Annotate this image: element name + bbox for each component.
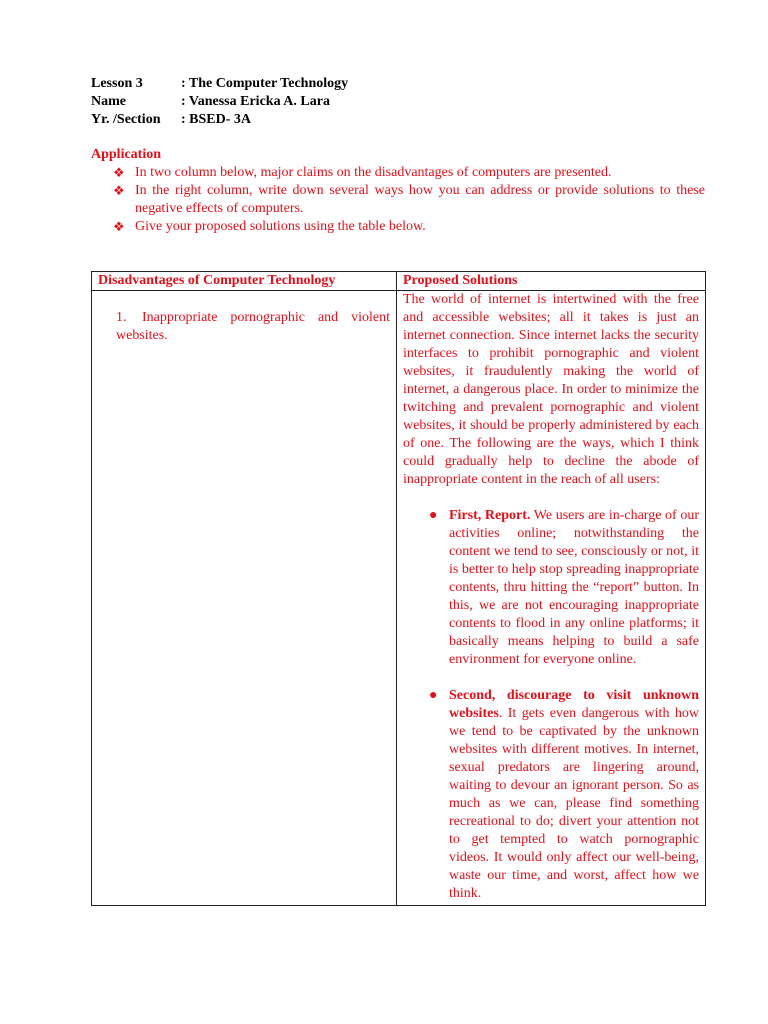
solutions-table bbox=[91, 271, 706, 906]
instruction-text: Give your proposed solutions using the table below. bbox=[135, 219, 426, 234]
disadvantages-column-header: Disadvantages of Computer Technology bbox=[92, 272, 397, 291]
name-row bbox=[91, 93, 348, 111]
solution-bullet bbox=[429, 687, 699, 903]
instruction-list bbox=[113, 164, 705, 236]
name-value: : Vanessa Ericka A. Lara bbox=[181, 94, 330, 109]
lesson-value: : The Computer Technology bbox=[181, 76, 349, 91]
section-label: Yr. /Section bbox=[91, 112, 161, 127]
diamond-bullet-icon: ❖ bbox=[113, 165, 125, 180]
section-row bbox=[91, 111, 348, 129]
disadvantage-cell bbox=[92, 291, 397, 906]
disadvantage-text: Inappropriate pornographic and violent websites. bbox=[116, 310, 390, 343]
bullet-heading: Second, discourage to visit unknown websites bbox=[449, 688, 699, 721]
table-row bbox=[92, 291, 706, 906]
instruction-item bbox=[113, 164, 705, 182]
solution-intro: The world of internet is intertwined with the free and accessible websites; all it takes is just an internet connection. Since internet lacks the security interfaces to prohibit pornographic and violent websites, it fraudulently making the world of internet, a dangerous place. In order to minimize the twitching and prevalent pornographic and violent websites, it should be properly administered by each of one. The following are the ways, which I think could gradually help to decline the abode of inappropriate content in the reach of all users: bbox=[403, 292, 699, 487]
instruction-item bbox=[113, 182, 705, 218]
application-title: Application bbox=[91, 147, 162, 162]
bullet-text: We users are in-charge of our activities online; notwithstanding the content we tend to see, consciously or not, it is better to help stop spreading inappropriate contents, thru hitting the “report” button. In this, we are not encouraging inappropriate contents to flood in any online platforms; it basically means helping to build a safe environment for everyone online. bbox=[449, 508, 699, 667]
disadvantage-number: 1. bbox=[116, 310, 127, 325]
solution-bullet bbox=[429, 507, 699, 669]
name-label: Name bbox=[91, 94, 126, 109]
round-bullet-icon: ● bbox=[429, 508, 438, 523]
bullet-text: . It gets even dangerous with how we tend to be captivated by the unknown websites with different motives. In internet, sexual predators are lingering around, waiting to devour an ignorant person. So as much as we can, please find something recreational to do; divert your attention not to get tempted to watch pornographic videos. It would only affect our well-being, waste our time, and worst, affect how we think. bbox=[449, 706, 699, 901]
lesson-header bbox=[91, 75, 348, 129]
section-value: : BSED- 3A bbox=[181, 112, 252, 127]
bullet-heading: First, Report. bbox=[449, 508, 531, 523]
table-header-row bbox=[92, 272, 706, 291]
diamond-bullet-icon: ❖ bbox=[113, 183, 125, 198]
lesson-label: Lesson 3 bbox=[91, 76, 143, 91]
diamond-bullet-icon: ❖ bbox=[113, 219, 125, 234]
instruction-item bbox=[113, 218, 705, 236]
lesson-row bbox=[91, 75, 348, 93]
solutions-column-header: Proposed Solutions bbox=[397, 272, 706, 291]
instruction-text: In two column below, major claims on the disadvantages of computers are presented. bbox=[135, 165, 612, 180]
solution-cell bbox=[397, 291, 706, 906]
round-bullet-icon: ● bbox=[429, 688, 438, 703]
instruction-text: In the right column, write down several ways how you can address or provide solutions to these negative effects of computers. bbox=[135, 183, 705, 216]
